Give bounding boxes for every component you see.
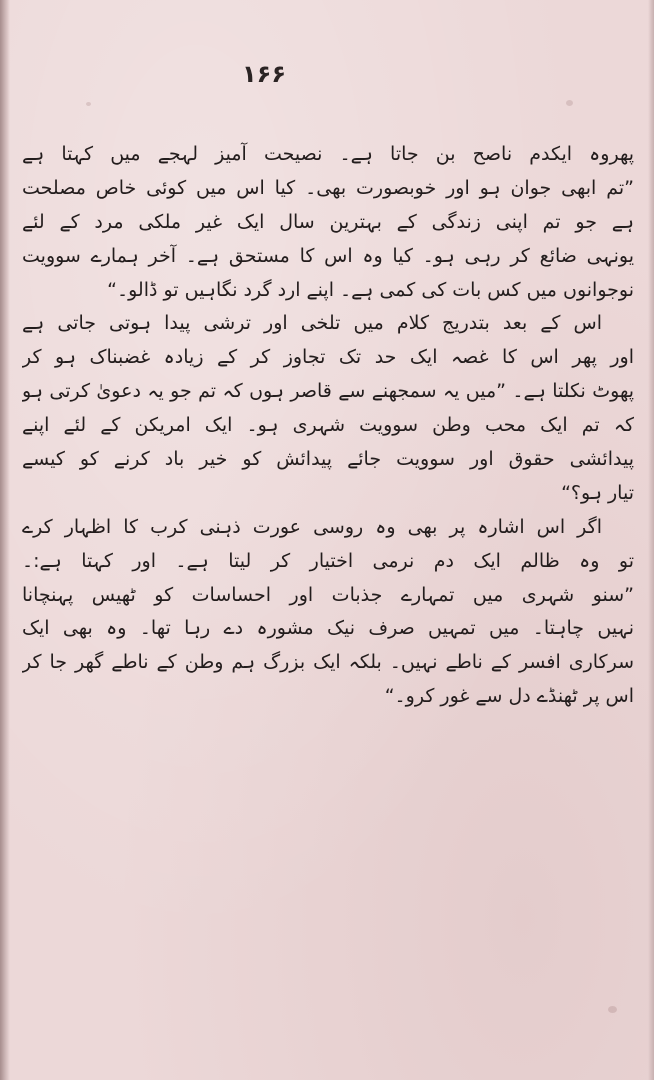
text-line: پھوٹ نکلتا ہے۔ ”میں یہ سمجھنے سے قاصر ہوں کہ تم جو یہ دعویٰ کرتی ہو [22, 380, 634, 403]
paper-spot [86, 102, 91, 106]
text-line: اس پر ٹھنڈے دل سے غور کرو۔“ [384, 685, 634, 708]
text-line: ہے جو تم اپنی زندگی کے بہترین سال ایک غیر ملکی مرد کے لئے [22, 210, 634, 233]
text-line: تو وہ ظالم ایک دم نرمی اختیار کر لیتا ہے۔ اور کہتا ہے:۔ [22, 549, 634, 572]
page-right-edge-shadow [648, 0, 654, 1080]
text-line: سرکاری افسر کے ناطے نہیں۔ بلکہ ایک بزرگ ہم وطن کے ناطے گھر جا کر [22, 651, 634, 674]
text-line: اس کے بعد بتدریج کلام میں تلخی اور ترشی پیدا ہوتی جاتی ہے [22, 312, 602, 335]
text-line: ”تم ابھی جوان ہو اور خوبصورت بھی۔ کیا اس میں کوئی خاص مصلحت [22, 176, 634, 199]
page-number: ۱۶۶ [242, 60, 286, 88]
page-left-edge-shadow [0, 0, 10, 1080]
paper-spot [608, 1006, 617, 1013]
text-line: ”سنو شہری میں تمہارے جذبات اور احساسات کو ٹھیس پہنچانا [22, 583, 634, 606]
text-line: اگر اس اشارہ پر بھی وہ روسی عورت ذہنی کرب کا اظہار کرے [22, 515, 602, 538]
text-line: کہ تم ایک محب وطن سوویت شہری ہو۔ ایک امریکن کے لئے اپنے [22, 414, 634, 437]
text-line: نہیں چاہتا۔ میں تمہیں صرف نیک مشورہ دے رہا تھا۔ وہ بھی ایک [22, 617, 634, 640]
text-line: تیار ہو؟“ [561, 481, 634, 504]
text-line: پیدائشی حقوق اور سوویت جائے پیدائش کو خیر باد کرنے کو کیسے [22, 448, 634, 471]
paper-spot [566, 100, 573, 106]
text-line: یونہی ضائع کر رہی ہو۔ کیا وہ اس کا مستحق ہے۔ آخر ہمارے سوویت [22, 244, 634, 267]
body-text [22, 138, 634, 714]
text-line: نوجوانوں میں کس بات کی کمی ہے۔ اپنے ارد گرد نگاہیں تو ڈالو۔“ [107, 278, 634, 301]
text-line: پھروہ ایکدم ناصح بن جاتا ہے۔ نصیحت آمیز لہجے میں کہتا ہے [22, 143, 634, 165]
text-line: اور پھر اس کا غصہ ایک حد تک تجاوز کر کے زیادہ غضبناک ہو کر [22, 346, 634, 369]
